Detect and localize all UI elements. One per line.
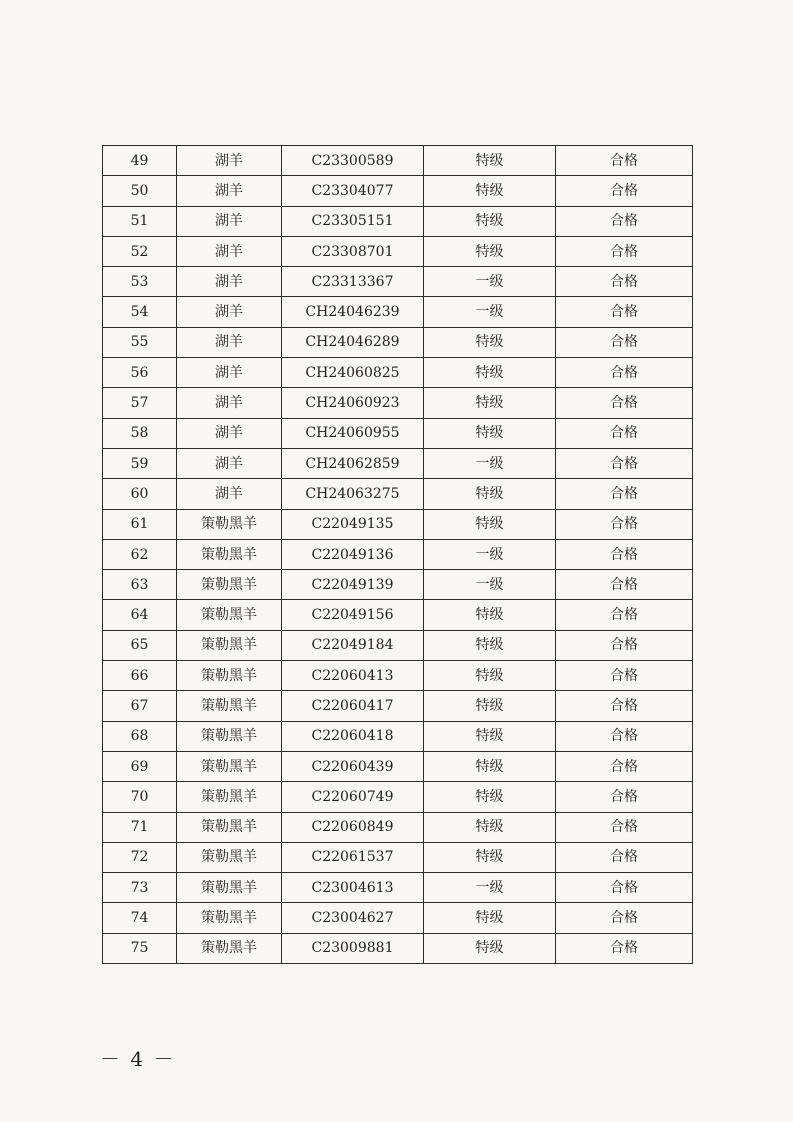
table-row	[103, 236, 693, 266]
cell-ear-tag-id: C23304077	[282, 176, 424, 206]
cell-breed: 策勒黑羊	[177, 903, 282, 933]
cell-grade: 特级	[424, 236, 556, 266]
cell-breed: 策勒黑羊	[177, 873, 282, 903]
cell-result: 合格	[556, 479, 693, 509]
cell-serial-number: 56	[103, 358, 177, 388]
table-row	[103, 691, 693, 721]
cell-breed: 策勒黑羊	[177, 933, 282, 963]
cell-grade: 特级	[424, 327, 556, 357]
cell-breed: 湖羊	[177, 236, 282, 266]
cell-breed: 策勒黑羊	[177, 751, 282, 781]
cell-breed: 策勒黑羊	[177, 721, 282, 751]
cell-result: 合格	[556, 146, 693, 176]
cell-ear-tag-id: C22049135	[282, 509, 424, 539]
cell-grade: 特级	[424, 479, 556, 509]
cell-ear-tag-id: C22060418	[282, 721, 424, 751]
table-row	[103, 267, 693, 297]
table-row	[103, 600, 693, 630]
cell-breed: 湖羊	[177, 176, 282, 206]
cell-grade: 一级	[424, 267, 556, 297]
cell-breed: 湖羊	[177, 358, 282, 388]
table-row	[103, 842, 693, 872]
cell-result: 合格	[556, 751, 693, 781]
sheep-grading-table	[102, 145, 693, 964]
cell-result: 合格	[556, 661, 693, 691]
table-row	[103, 448, 693, 478]
cell-result: 合格	[556, 903, 693, 933]
cell-serial-number: 60	[103, 479, 177, 509]
cell-ear-tag-id: C22060749	[282, 782, 424, 812]
cell-ear-tag-id: C22049156	[282, 600, 424, 630]
table-row	[103, 873, 693, 903]
cell-grade: 一级	[424, 297, 556, 327]
cell-breed: 湖羊	[177, 388, 282, 418]
cell-breed: 策勒黑羊	[177, 842, 282, 872]
cell-ear-tag-id: C22060413	[282, 661, 424, 691]
cell-result: 合格	[556, 388, 693, 418]
cell-grade: 一级	[424, 873, 556, 903]
table-row	[103, 539, 693, 569]
cell-grade: 特级	[424, 509, 556, 539]
cell-serial-number: 54	[103, 297, 177, 327]
cell-grade: 一级	[424, 539, 556, 569]
cell-grade: 特级	[424, 630, 556, 660]
cell-result: 合格	[556, 873, 693, 903]
cell-serial-number: 72	[103, 842, 177, 872]
cell-result: 合格	[556, 206, 693, 236]
cell-ear-tag-id: C23305151	[282, 206, 424, 236]
table-row	[103, 812, 693, 842]
cell-result: 合格	[556, 176, 693, 206]
cell-ear-tag-id: CH24060955	[282, 418, 424, 448]
cell-grade: 特级	[424, 206, 556, 236]
cell-result: 合格	[556, 236, 693, 266]
table-row	[103, 297, 693, 327]
table-row	[103, 903, 693, 933]
cell-serial-number: 64	[103, 600, 177, 630]
cell-breed: 策勒黑羊	[177, 539, 282, 569]
cell-grade: 特级	[424, 842, 556, 872]
cell-breed: 湖羊	[177, 418, 282, 448]
cell-ear-tag-id: C23004627	[282, 903, 424, 933]
cell-ear-tag-id: C23300589	[282, 146, 424, 176]
cell-result: 合格	[556, 358, 693, 388]
cell-ear-tag-id: C22060849	[282, 812, 424, 842]
cell-serial-number: 73	[103, 873, 177, 903]
cell-result: 合格	[556, 691, 693, 721]
cell-breed: 湖羊	[177, 448, 282, 478]
cell-serial-number: 75	[103, 933, 177, 963]
cell-breed: 策勒黑羊	[177, 630, 282, 660]
table-row	[103, 206, 693, 236]
cell-grade: 特级	[424, 721, 556, 751]
cell-grade: 特级	[424, 661, 556, 691]
cell-grade: 特级	[424, 751, 556, 781]
cell-ear-tag-id: CH24062859	[282, 448, 424, 478]
cell-result: 合格	[556, 539, 693, 569]
cell-serial-number: 69	[103, 751, 177, 781]
cell-result: 合格	[556, 933, 693, 963]
cell-ear-tag-id: CH24063275	[282, 479, 424, 509]
cell-serial-number: 67	[103, 691, 177, 721]
table-row	[103, 176, 693, 206]
cell-serial-number: 51	[103, 206, 177, 236]
cell-result: 合格	[556, 630, 693, 660]
cell-serial-number: 53	[103, 267, 177, 297]
table-row	[103, 418, 693, 448]
cell-breed: 湖羊	[177, 146, 282, 176]
cell-serial-number: 59	[103, 448, 177, 478]
cell-ear-tag-id: C22049184	[282, 630, 424, 660]
cell-result: 合格	[556, 812, 693, 842]
cell-breed: 湖羊	[177, 206, 282, 236]
table-row	[103, 630, 693, 660]
cell-breed: 策勒黑羊	[177, 661, 282, 691]
cell-serial-number: 71	[103, 812, 177, 842]
cell-result: 合格	[556, 448, 693, 478]
table-row	[103, 388, 693, 418]
cell-ear-tag-id: C23004613	[282, 873, 424, 903]
cell-grade: 一级	[424, 570, 556, 600]
cell-grade: 特级	[424, 388, 556, 418]
page-number: － 4 －	[100, 1047, 176, 1071]
table-row	[103, 721, 693, 751]
cell-breed: 策勒黑羊	[177, 782, 282, 812]
cell-grade: 一级	[424, 448, 556, 478]
cell-ear-tag-id: C23313367	[282, 267, 424, 297]
cell-result: 合格	[556, 782, 693, 812]
cell-grade: 特级	[424, 146, 556, 176]
cell-serial-number: 62	[103, 539, 177, 569]
cell-ear-tag-id: C22061537	[282, 842, 424, 872]
cell-serial-number: 70	[103, 782, 177, 812]
table-row	[103, 146, 693, 176]
cell-ear-tag-id: C22060417	[282, 691, 424, 721]
cell-grade: 特级	[424, 358, 556, 388]
cell-result: 合格	[556, 721, 693, 751]
table-row	[103, 479, 693, 509]
cell-breed: 湖羊	[177, 297, 282, 327]
cell-serial-number: 52	[103, 236, 177, 266]
cell-serial-number: 49	[103, 146, 177, 176]
cell-serial-number: 58	[103, 418, 177, 448]
cell-result: 合格	[556, 570, 693, 600]
table-row	[103, 933, 693, 963]
cell-breed: 策勒黑羊	[177, 600, 282, 630]
cell-grade: 特级	[424, 418, 556, 448]
cell-ear-tag-id: C23308701	[282, 236, 424, 266]
cell-result: 合格	[556, 327, 693, 357]
cell-serial-number: 57	[103, 388, 177, 418]
cell-breed: 湖羊	[177, 479, 282, 509]
cell-breed: 策勒黑羊	[177, 509, 282, 539]
cell-ear-tag-id: CH24046239	[282, 297, 424, 327]
table-row	[103, 751, 693, 781]
cell-ear-tag-id: CH24060923	[282, 388, 424, 418]
cell-serial-number: 55	[103, 327, 177, 357]
cell-result: 合格	[556, 842, 693, 872]
cell-breed: 湖羊	[177, 327, 282, 357]
cell-serial-number: 50	[103, 176, 177, 206]
table-row	[103, 358, 693, 388]
cell-grade: 特级	[424, 782, 556, 812]
cell-ear-tag-id: CH24060825	[282, 358, 424, 388]
cell-ear-tag-id: C23009881	[282, 933, 424, 963]
table-row	[103, 327, 693, 357]
cell-grade: 特级	[424, 176, 556, 206]
cell-result: 合格	[556, 418, 693, 448]
table-row	[103, 782, 693, 812]
cell-serial-number: 63	[103, 570, 177, 600]
cell-ear-tag-id: C22049139	[282, 570, 424, 600]
table-row	[103, 661, 693, 691]
cell-result: 合格	[556, 509, 693, 539]
cell-serial-number: 65	[103, 630, 177, 660]
cell-grade: 特级	[424, 600, 556, 630]
cell-serial-number: 61	[103, 509, 177, 539]
cell-grade: 特级	[424, 812, 556, 842]
cell-ear-tag-id: C22049136	[282, 539, 424, 569]
cell-serial-number: 68	[103, 721, 177, 751]
cell-grade: 特级	[424, 691, 556, 721]
cell-breed: 策勒黑羊	[177, 691, 282, 721]
cell-ear-tag-id: CH24046289	[282, 327, 424, 357]
cell-breed: 湖羊	[177, 267, 282, 297]
cell-result: 合格	[556, 267, 693, 297]
cell-ear-tag-id: C22060439	[282, 751, 424, 781]
cell-serial-number: 66	[103, 661, 177, 691]
cell-breed: 策勒黑羊	[177, 812, 282, 842]
cell-breed: 策勒黑羊	[177, 570, 282, 600]
cell-grade: 特级	[424, 903, 556, 933]
cell-serial-number: 74	[103, 903, 177, 933]
cell-result: 合格	[556, 297, 693, 327]
table-row	[103, 570, 693, 600]
cell-grade: 特级	[424, 933, 556, 963]
table-body	[103, 146, 693, 964]
cell-result: 合格	[556, 600, 693, 630]
table-row	[103, 509, 693, 539]
